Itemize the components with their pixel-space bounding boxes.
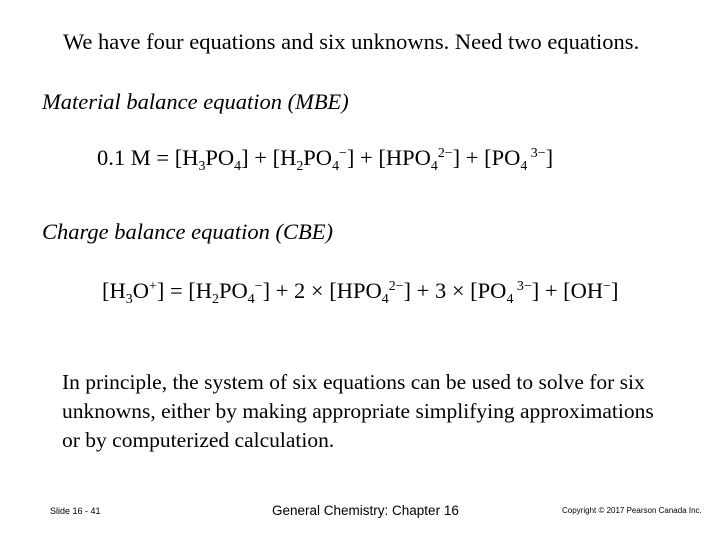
intro-text: We have four equations and six unknowns. Need two equations. xyxy=(63,29,640,54)
mbe-equation: 0.1 $M = [H_3PO_4] + [H_2PO_4^-] + [HPO_4^{2-}] + [PO_4$ $^{3-}$] xyxy=(97,145,554,174)
mbe-heading: Material balance equation (MBE) xyxy=(42,89,349,114)
slide-number: Slide 16 - 41 xyxy=(50,506,101,516)
cbe-heading: Charge balance equation (CBE) xyxy=(42,219,333,244)
copyright-notice: Copyright © 2017 Pearson Canada Inc. xyxy=(562,506,702,515)
explanation-paragraph: In principle, the system of six equations can be used to solve for six unknowns, either by making appropriate simplifying approximations or by computerized calculation. xyxy=(62,370,654,452)
cbe-equation: $[H_3O^+] = [H_2PO_4^-] + 2 \times [HPO_4^{2-}] + 3 \times [PO_4$ $^{3-}$] + [OH−] xyxy=(102,278,619,307)
course-title: General Chemistry: Chapter 16 xyxy=(272,503,459,518)
